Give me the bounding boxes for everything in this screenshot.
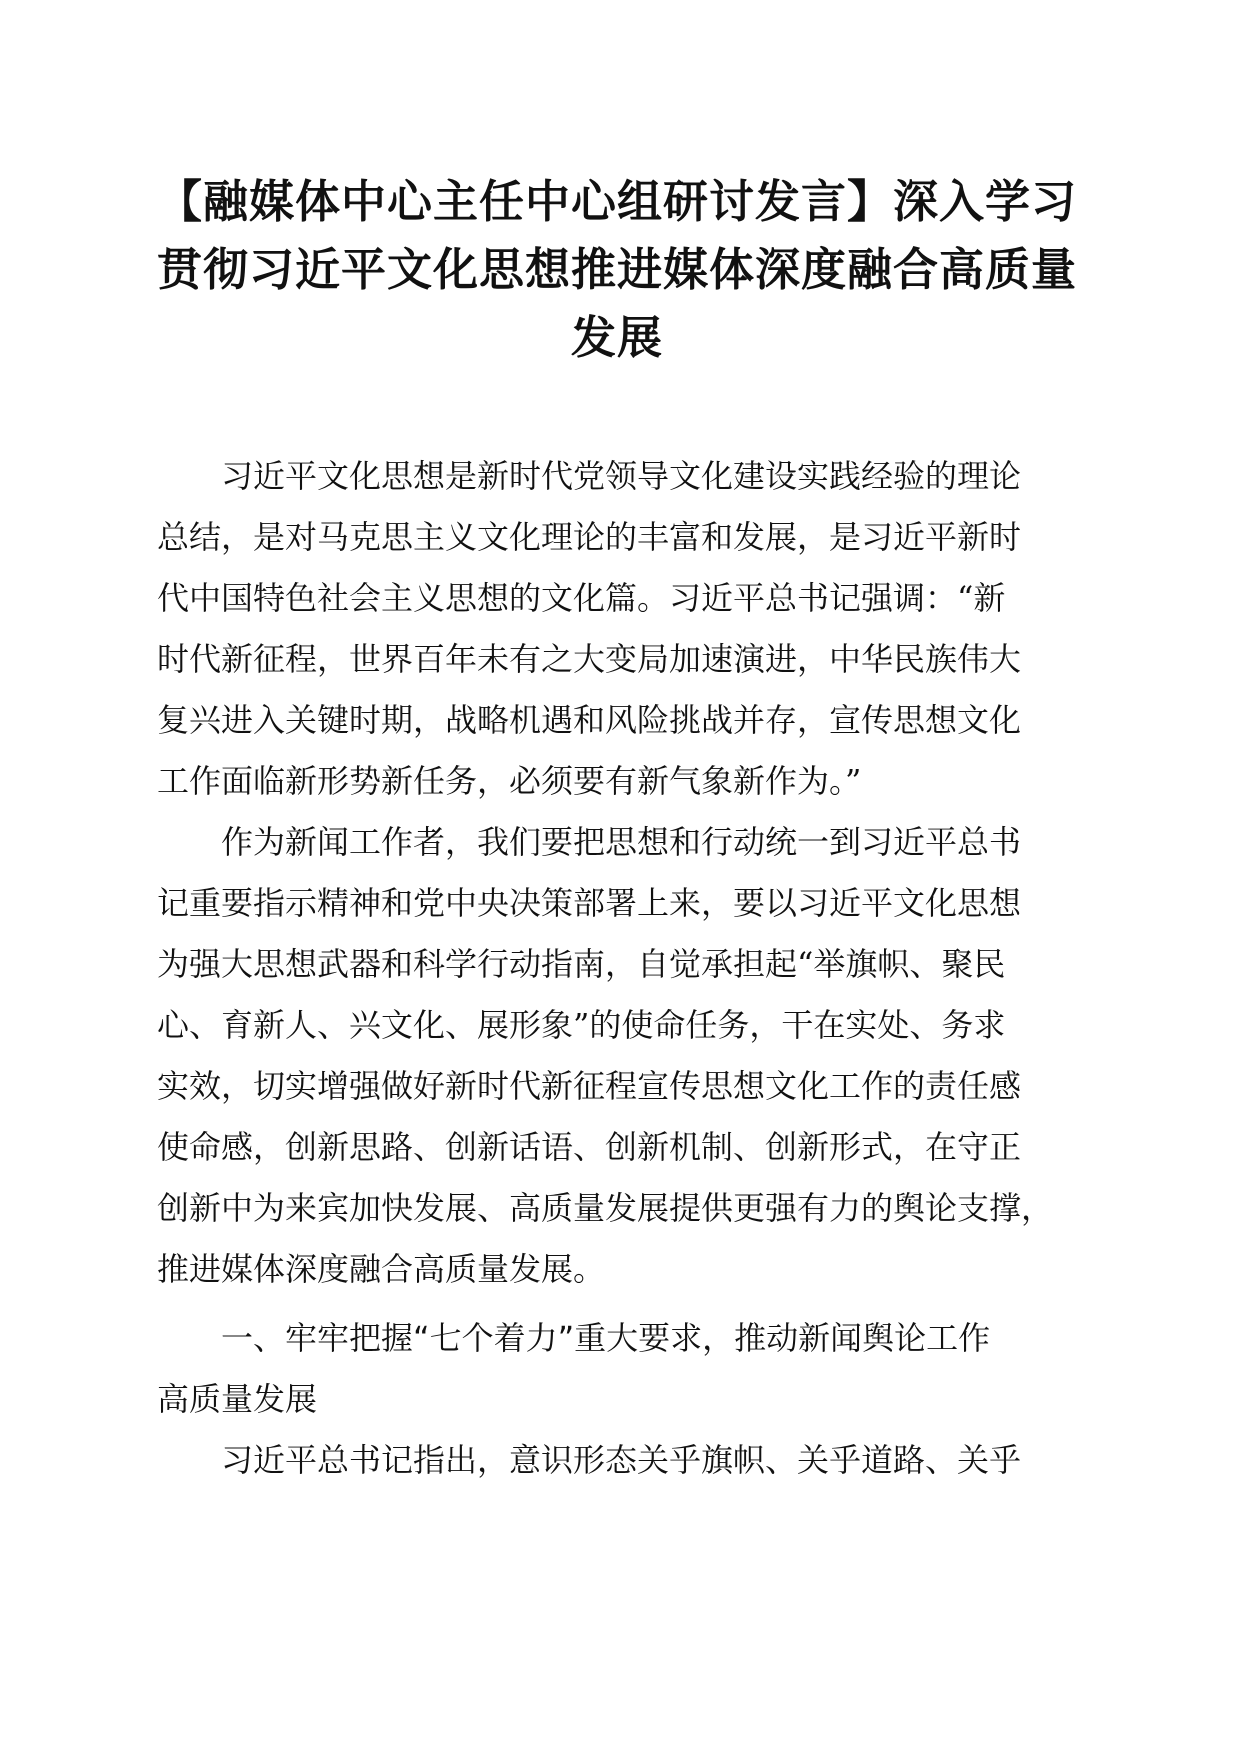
paragraph-line: 复兴进入关键时期，战略机遇和风险挑战并存，宣传思想文化 [157,701,1022,739]
title-line: 贯彻习近平文化思想推进媒体深度融合高质量 [156,243,1077,296]
paragraph-line: 为强大思想武器和科学行动指南，自觉承担起“举旗帜、聚民 [157,945,1006,983]
paragraph-line: 作为新闻工作者，我们要把思想和行动统一到习近平总书 [221,823,1022,861]
paragraph-line: 创新中为来宾加快发展、高质量发展提供更强有力的舆论支撑， [157,1189,1054,1227]
paragraph-line: 习近平总书记指出，意识形态关乎旗帜、关乎道路、关乎 [221,1441,1022,1479]
paragraph-line: 总结，是对马克思主义文化理论的丰富和发展，是习近平新时 [157,518,1022,556]
paragraph-line: 推进媒体深度融合高质量发展。 [157,1250,606,1288]
paragraph-line: 使命感，创新思路、创新话语、创新机制、创新形式，在守正 [157,1128,1022,1166]
heading-line: 一、牢牢把握“七个着力”重大要求，推动新闻舆论工作 [221,1319,991,1357]
paragraph-line: 习近平文化思想是新时代党领导文化建设实践经验的理论 [221,457,1022,495]
paragraph-1 [157,446,1077,812]
paragraph-line: 心、育新人、兴文化、展形象”的使命任务，干在实处、务求 [157,1006,1006,1044]
paragraph-3 [157,1430,1077,1491]
paragraph-line: 工作面临新形势新任务，必须要有新气象新作为。” [157,762,862,800]
title-line: 【融媒体中心主任中心组研讨发言】深入学习 [156,175,1077,228]
paragraph-2 [157,812,1077,1300]
paragraph-line: 代中国特色社会主义思想的文化篇。习近平总书记强调：“新 [157,579,1006,617]
section-heading-1 [157,1308,1077,1430]
paragraph-line: 记重要指示精神和党中央决策部署上来，要以习近平文化思想 [157,884,1022,922]
document-body [157,446,1077,1491]
title-line: 发展 [570,311,663,364]
document-title [152,168,1082,372]
paragraph-line: 实效，切实增强做好新时代新征程宣传思想文化工作的责任感 [157,1067,1022,1105]
heading-line: 高质量发展 [157,1380,318,1418]
paragraph-line: 时代新征程，世界百年未有之大变局加速演进，中华民族伟大 [157,640,1022,678]
